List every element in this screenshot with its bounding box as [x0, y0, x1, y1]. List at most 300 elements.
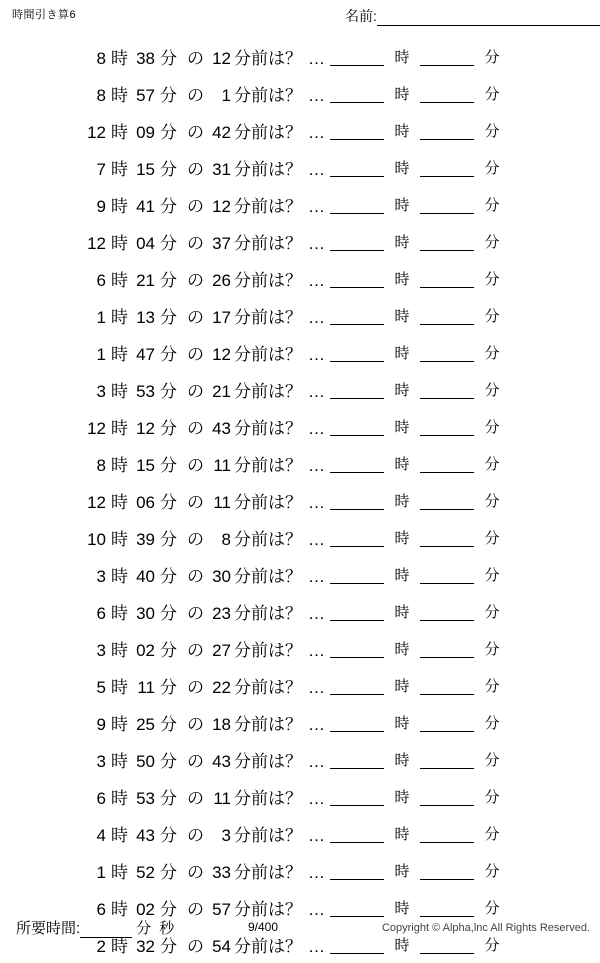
- problem-dots: …: [308, 678, 326, 697]
- problem-connector: の: [187, 530, 204, 549]
- answer-minute-input[interactable]: [420, 270, 474, 288]
- problem-connector: の: [187, 937, 204, 956]
- answer-area: [330, 603, 530, 621]
- answer-area: [330, 862, 530, 880]
- problem-question: [0, 562, 330, 587]
- answer-minute-input[interactable]: [420, 122, 474, 140]
- problem-tail-text: 分前は？: [234, 160, 302, 179]
- problem-minute-unit: 分: [160, 789, 177, 808]
- answer-hour-input[interactable]: [330, 603, 384, 621]
- problem-tail-text: 分前は？: [234, 826, 302, 845]
- problem-dots: …: [308, 567, 326, 586]
- answer-hour-input[interactable]: [330, 862, 384, 880]
- problem-subtract-minutes: 1: [221, 86, 231, 105]
- answer-hour-input[interactable]: [330, 566, 384, 584]
- problem-hour-unit: 時: [111, 826, 128, 845]
- problem-minute: 32: [136, 937, 155, 956]
- time-taken-second-unit: 秒: [159, 920, 175, 937]
- answer-hour-input[interactable]: [330, 899, 384, 917]
- answer-minute-unit: 分: [484, 307, 500, 325]
- answer-minute-input[interactable]: [420, 159, 474, 177]
- problem-question: [0, 192, 330, 217]
- problem-tail-text: 分前は？: [234, 567, 302, 586]
- problem-minute: 50: [136, 752, 155, 771]
- problem-hour: 8: [96, 49, 106, 68]
- problem-question: [0, 710, 330, 735]
- problem-hour-unit: 時: [111, 530, 128, 549]
- problem-hour: 8: [96, 86, 106, 105]
- answer-hour-input[interactable]: [330, 455, 384, 473]
- problem-connector: の: [187, 308, 204, 327]
- answer-minute-input[interactable]: [420, 233, 474, 251]
- answer-hour-input[interactable]: [330, 196, 384, 214]
- answer-hour-unit: 時: [394, 233, 410, 251]
- problem-row: [0, 297, 600, 334]
- problem-subtract-minutes: 8: [221, 530, 231, 549]
- problem-subtract-minutes: 54: [212, 937, 231, 956]
- answer-hour-input[interactable]: [330, 381, 384, 399]
- problem-minute: 15: [136, 456, 155, 475]
- problem-minute: 52: [136, 863, 155, 882]
- problem-dots: …: [308, 641, 326, 660]
- answer-minute-unit: 分: [484, 492, 500, 510]
- answer-area: [330, 48, 530, 66]
- problem-question: [0, 81, 330, 106]
- answer-hour-input[interactable]: [330, 48, 384, 66]
- problem-connector: の: [187, 234, 204, 253]
- problem-minute-unit: 分: [160, 752, 177, 771]
- problem-hour: 6: [96, 900, 106, 919]
- problem-hour: 9: [96, 715, 106, 734]
- problem-row: [0, 815, 600, 852]
- problem-question: [0, 784, 330, 809]
- problem-minute: 39: [136, 530, 155, 549]
- time-taken-block: [16, 917, 178, 938]
- answer-hour-input[interactable]: [330, 529, 384, 547]
- problem-minute-unit: 分: [160, 382, 177, 401]
- problem-connector: の: [187, 678, 204, 697]
- problem-row: [0, 149, 600, 186]
- answer-hour-input[interactable]: [330, 751, 384, 769]
- problem-subtract-minutes: 11: [213, 456, 231, 475]
- answer-area: [330, 344, 530, 362]
- answer-hour-unit: 時: [394, 381, 410, 399]
- answer-area: [330, 677, 530, 695]
- problem-question: [0, 636, 330, 661]
- problem-minute: 21: [136, 271, 155, 290]
- name-input-line[interactable]: [377, 9, 600, 26]
- answer-area: [330, 899, 530, 917]
- time-taken-minute-unit: 分: [136, 920, 152, 937]
- problem-connector: の: [187, 715, 204, 734]
- problem-tail-text: 分前は？: [234, 197, 302, 216]
- answer-hour-input[interactable]: [330, 714, 384, 732]
- problem-tail-text: 分前は？: [234, 900, 302, 919]
- answer-hour-unit: 時: [394, 85, 410, 103]
- answer-area: [330, 381, 530, 399]
- answer-hour-input[interactable]: [330, 677, 384, 695]
- problem-minute: 04: [136, 234, 155, 253]
- problem-subtract-minutes: 31: [212, 160, 231, 179]
- answer-hour-unit: 時: [394, 825, 410, 843]
- problem-minute: 13: [136, 308, 155, 327]
- answer-area: [330, 307, 530, 325]
- problem-dots: …: [308, 826, 326, 845]
- problem-hour-unit: 時: [111, 715, 128, 734]
- answer-hour-unit: 時: [394, 270, 410, 288]
- problem-subtract-minutes: 18: [212, 715, 231, 734]
- answer-area: [330, 418, 530, 436]
- answer-minute-input[interactable]: [420, 48, 474, 66]
- problem-dots: …: [308, 789, 326, 808]
- problem-hour-unit: 時: [111, 678, 128, 697]
- problem-hour: 1: [96, 308, 106, 327]
- problem-minute-unit: 分: [160, 345, 177, 364]
- problem-minute: 02: [136, 900, 155, 919]
- answer-area: [330, 751, 530, 769]
- problem-question: [0, 858, 330, 883]
- problem-minute-unit: 分: [160, 456, 177, 475]
- answer-minute-input[interactable]: [420, 825, 474, 843]
- problem-hour-unit: 時: [111, 49, 128, 68]
- problem-subtract-minutes: 17: [212, 308, 231, 327]
- problem-subtract-minutes: 42: [212, 123, 231, 142]
- answer-minute-input[interactable]: [420, 196, 474, 214]
- problem-connector: の: [187, 567, 204, 586]
- problem-tail-text: 分前は？: [234, 234, 302, 253]
- answer-minute-unit: 分: [484, 233, 500, 251]
- problem-row: [0, 630, 600, 667]
- answer-minute-input[interactable]: [420, 603, 474, 621]
- problem-connector: の: [187, 86, 204, 105]
- answer-hour-input[interactable]: [330, 233, 384, 251]
- answer-minute-input[interactable]: [420, 751, 474, 769]
- answer-minute-input[interactable]: [420, 899, 474, 917]
- problem-dots: …: [308, 382, 326, 401]
- problem-connector: の: [187, 789, 204, 808]
- problem-row: [0, 741, 600, 778]
- answer-minute-unit: 分: [484, 862, 500, 880]
- answer-hour-input[interactable]: [330, 492, 384, 510]
- answer-hour-unit: 時: [394, 862, 410, 880]
- answer-minute-unit: 分: [484, 196, 500, 214]
- problem-minute: 40: [136, 567, 155, 586]
- problem-question: [0, 340, 330, 365]
- answer-hour-input[interactable]: [330, 788, 384, 806]
- answer-hour-unit: 時: [394, 122, 410, 140]
- problem-hour-unit: 時: [111, 789, 128, 808]
- answer-hour-unit: 時: [394, 677, 410, 695]
- problem-minute-unit: 分: [160, 715, 177, 734]
- problem-hour-unit: 時: [111, 123, 128, 142]
- answer-minute-unit: 分: [484, 825, 500, 843]
- answer-hour-input[interactable]: [330, 159, 384, 177]
- problem-row: [0, 556, 600, 593]
- problem-minute-unit: 分: [160, 641, 177, 660]
- problem-row: [0, 186, 600, 223]
- problem-subtract-minutes: 43: [212, 419, 231, 438]
- problem-subtract-minutes: 3: [221, 826, 231, 845]
- answer-minute-input[interactable]: [420, 381, 474, 399]
- problem-row: [0, 704, 600, 741]
- answer-minute-unit: 分: [484, 418, 500, 436]
- problem-connector: の: [187, 863, 204, 882]
- problem-subtract-minutes: 21: [212, 382, 231, 401]
- answer-minute-unit: 分: [484, 270, 500, 288]
- problem-tail-text: 分前は？: [234, 86, 302, 105]
- problem-tail-text: 分前は？: [234, 271, 302, 290]
- problem-question: [0, 266, 330, 291]
- problem-hour-unit: 時: [111, 271, 128, 290]
- problem-connector: の: [187, 456, 204, 475]
- answer-minute-unit: 分: [484, 48, 500, 66]
- answer-area: [330, 85, 530, 103]
- answer-area: [330, 640, 530, 658]
- answer-minute-input[interactable]: [420, 714, 474, 732]
- problem-question: [0, 747, 330, 772]
- problem-connector: の: [187, 160, 204, 179]
- answer-hour-input[interactable]: [330, 270, 384, 288]
- answer-hour-unit: 時: [394, 418, 410, 436]
- problem-hour-unit: 時: [111, 86, 128, 105]
- answer-minute-unit: 分: [484, 455, 500, 473]
- answer-hour-unit: 時: [394, 640, 410, 658]
- problem-minute-unit: 分: [160, 604, 177, 623]
- problem-hour: 6: [96, 604, 106, 623]
- problem-minute-unit: 分: [160, 123, 177, 142]
- problem-question: [0, 451, 330, 476]
- problem-minute: 53: [136, 382, 155, 401]
- problem-tail-text: 分前は？: [234, 937, 302, 956]
- problem-minute-unit: 分: [160, 826, 177, 845]
- problem-question: [0, 229, 330, 254]
- problem-tail-text: 分前は？: [234, 345, 302, 364]
- answer-minute-input[interactable]: [420, 640, 474, 658]
- problem-question: [0, 599, 330, 624]
- problem-subtract-minutes: 33: [212, 863, 231, 882]
- problem-hour-unit: 時: [111, 382, 128, 401]
- problem-hour: 3: [96, 752, 106, 771]
- problem-tail-text: 分前は？: [234, 493, 302, 512]
- problem-subtract-minutes: 12: [212, 197, 231, 216]
- answer-hour-unit: 時: [394, 455, 410, 473]
- problem-hour: 6: [96, 789, 106, 808]
- time-taken-minute-input[interactable]: [80, 920, 132, 938]
- answer-minute-unit: 分: [484, 788, 500, 806]
- problem-subtract-minutes: 11: [213, 493, 231, 512]
- problem-question: [0, 525, 330, 550]
- problem-dots: …: [308, 271, 326, 290]
- problem-minute-unit: 分: [160, 419, 177, 438]
- answer-hour-input[interactable]: [330, 85, 384, 103]
- problem-minute-unit: 分: [160, 937, 177, 956]
- problem-hour: 10: [87, 530, 106, 549]
- problem-hour-unit: 時: [111, 900, 128, 919]
- answer-hour-input[interactable]: [330, 825, 384, 843]
- problem-minute: 47: [136, 345, 155, 364]
- problem-question: [0, 821, 330, 846]
- problem-row: [0, 38, 600, 75]
- problem-hour-unit: 時: [111, 234, 128, 253]
- problem-row: [0, 223, 600, 260]
- answer-minute-unit: 分: [484, 529, 500, 547]
- answer-area: [330, 825, 530, 843]
- problem-hour-unit: 時: [111, 863, 128, 882]
- answer-hour-unit: 時: [394, 159, 410, 177]
- problem-minute-unit: 分: [160, 567, 177, 586]
- answer-area: [330, 492, 530, 510]
- problem-connector: の: [187, 123, 204, 142]
- answer-area: [330, 714, 530, 732]
- problem-hour-unit: 時: [111, 456, 128, 475]
- problem-dots: …: [308, 456, 326, 475]
- problem-subtract-minutes: 11: [213, 789, 231, 808]
- problem-dots: …: [308, 86, 326, 105]
- answer-minute-input[interactable]: [420, 344, 474, 362]
- answer-minute-unit: 分: [484, 344, 500, 362]
- problem-minute-unit: 分: [160, 308, 177, 327]
- answer-minute-input[interactable]: [420, 455, 474, 473]
- problem-hour: 2: [96, 937, 106, 956]
- problem-row: [0, 334, 600, 371]
- problem-tail-text: 分前は？: [234, 49, 302, 68]
- problem-subtract-minutes: 12: [212, 49, 231, 68]
- problem-dots: …: [308, 234, 326, 253]
- answer-minute-input[interactable]: [420, 418, 474, 436]
- answer-minute-unit: 分: [484, 677, 500, 695]
- problem-hour-unit: 時: [111, 937, 128, 956]
- problem-minute-unit: 分: [160, 493, 177, 512]
- answer-minute-input[interactable]: [420, 566, 474, 584]
- problem-hour: 3: [96, 567, 106, 586]
- problem-minute: 53: [136, 789, 155, 808]
- answer-area: [330, 159, 530, 177]
- problem-hour-unit: 時: [111, 641, 128, 660]
- answer-minute-input[interactable]: [420, 862, 474, 880]
- name-field-block: [345, 6, 600, 26]
- answer-area: [330, 196, 530, 214]
- name-label: 名前:: [345, 8, 377, 24]
- answer-minute-input[interactable]: [420, 677, 474, 695]
- page-footer: [0, 915, 600, 945]
- answer-minute-unit: 分: [484, 899, 500, 917]
- answer-minute-input[interactable]: [420, 529, 474, 547]
- problem-hour: 3: [96, 641, 106, 660]
- problem-connector: の: [187, 345, 204, 364]
- problem-connector: の: [187, 49, 204, 68]
- answer-hour-input[interactable]: [330, 418, 384, 436]
- answer-area: [330, 270, 530, 288]
- problem-tail-text: 分前は？: [234, 604, 302, 623]
- answer-minute-input[interactable]: [420, 492, 474, 510]
- problem-tail-text: 分前は？: [234, 752, 302, 771]
- problem-dots: …: [308, 419, 326, 438]
- problem-connector: の: [187, 271, 204, 290]
- problem-minute: 43: [136, 826, 155, 845]
- problem-minute-unit: 分: [160, 49, 177, 68]
- answer-hour-unit: 時: [394, 529, 410, 547]
- answer-hour-unit: 時: [394, 566, 410, 584]
- answer-area: [330, 566, 530, 584]
- answer-hour-unit: 時: [394, 48, 410, 66]
- problem-minute-unit: 分: [160, 678, 177, 697]
- problem-connector: の: [187, 900, 204, 919]
- problem-tail-text: 分前は？: [234, 456, 302, 475]
- answer-hour-unit: 時: [394, 344, 410, 362]
- problem-subtract-minutes: 23: [212, 604, 231, 623]
- answer-minute-input[interactable]: [420, 788, 474, 806]
- problem-hour: 1: [96, 863, 106, 882]
- answer-minute-input[interactable]: [420, 307, 474, 325]
- problem-connector: の: [187, 604, 204, 623]
- answer-area: [330, 529, 530, 547]
- problem-subtract-minutes: 27: [212, 641, 231, 660]
- problem-minute-unit: 分: [160, 160, 177, 179]
- answer-hour-unit: 時: [394, 714, 410, 732]
- problem-dots: …: [308, 197, 326, 216]
- answer-hour-unit: 時: [394, 307, 410, 325]
- answer-hour-unit: 時: [394, 788, 410, 806]
- answer-hour-unit: 時: [394, 751, 410, 769]
- problem-row: [0, 778, 600, 815]
- problem-row: [0, 112, 600, 149]
- problem-minute: 15: [136, 160, 155, 179]
- problem-question: [0, 44, 330, 69]
- problem-connector: の: [187, 752, 204, 771]
- problem-hour-unit: 時: [111, 345, 128, 364]
- problem-question: [0, 488, 330, 513]
- problem-minute: 12: [136, 419, 155, 438]
- answer-minute-unit: 分: [484, 122, 500, 140]
- answer-hour-input[interactable]: [330, 344, 384, 362]
- problem-minute-unit: 分: [160, 900, 177, 919]
- problem-hour: 5: [96, 678, 106, 697]
- problem-subtract-minutes: 22: [212, 678, 231, 697]
- problem-tail-text: 分前は？: [234, 530, 302, 549]
- problem-hour: 12: [87, 419, 106, 438]
- problem-minute: 38: [136, 49, 155, 68]
- problem-question: [0, 377, 330, 402]
- problem-minute: 09: [136, 123, 155, 142]
- problem-list: [0, 38, 600, 963]
- problem-dots: …: [308, 530, 326, 549]
- problem-tail-text: 分前は？: [234, 789, 302, 808]
- problem-minute: 30: [136, 604, 155, 623]
- problem-dots: …: [308, 49, 326, 68]
- problem-row: [0, 667, 600, 704]
- problem-question: [0, 673, 330, 698]
- answer-minute-unit: 分: [484, 159, 500, 177]
- answer-hour-input[interactable]: [330, 640, 384, 658]
- problem-minute: 25: [136, 715, 155, 734]
- answer-hour-input[interactable]: [330, 307, 384, 325]
- answer-minute-unit: 分: [484, 714, 500, 732]
- answer-hour-input[interactable]: [330, 122, 384, 140]
- problem-minute-unit: 分: [160, 530, 177, 549]
- problem-hour: 1: [96, 345, 106, 364]
- page-number: 9/400: [248, 920, 279, 934]
- problem-subtract-minutes: 57: [212, 900, 231, 919]
- problem-subtract-minutes: 30: [212, 567, 231, 586]
- problem-minute-unit: 分: [160, 86, 177, 105]
- problem-tail-text: 分前は？: [234, 308, 302, 327]
- answer-minute-unit: 分: [484, 85, 500, 103]
- problem-question: [0, 155, 330, 180]
- answer-minute-input[interactable]: [420, 85, 474, 103]
- problem-dots: …: [308, 345, 326, 364]
- problem-row: [0, 482, 600, 519]
- problem-dots: …: [308, 160, 326, 179]
